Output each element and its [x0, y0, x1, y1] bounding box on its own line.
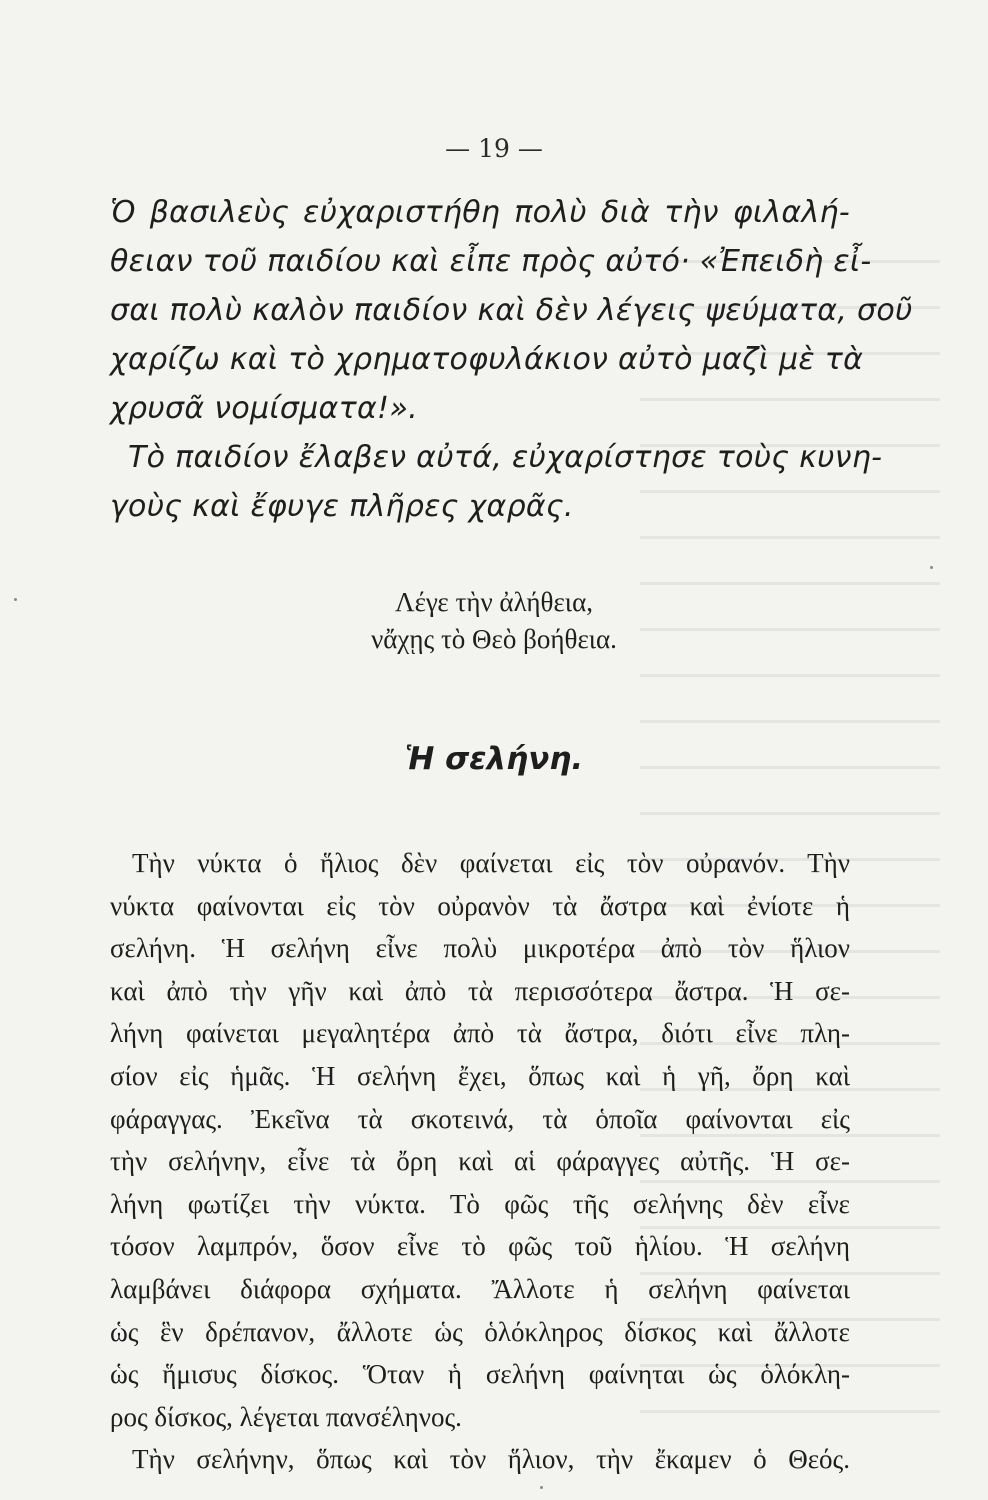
text-line: ὡς ἓν δρέπανον, ἄλλοτε ὡς ὁλόκληρος δίσκος καὶ ἄλλοτε	[110, 1316, 850, 1347]
text-line: σαι πολὺ καλὸν παιδίον καὶ δὲν λέγεις ψεύματα, σοῦ	[110, 293, 913, 328]
text-line: σελήνη. Ἡ σελήνη εἶνε πολὺ μικροτέρα ἀπὸ τὸν ἥλιον	[110, 933, 850, 964]
text-line: γοὺς καὶ ἔφυγε πλῆρες χαρᾶς.	[110, 489, 574, 524]
text-line: ρος δίσκος, λέγεται πανσέληνος.	[110, 1401, 462, 1432]
text-line: φάραγγας. Ἐκεῖνα τὰ σκοτεινά, τὰ ὁποῖα φαίνονται εἰς	[110, 1103, 850, 1134]
text-line: λήνη φωτίζει τὴν νύκτα. Τὸ φῶς τῆς σελήνης δὲν εἶνε	[110, 1188, 850, 1219]
section-heading: Ἡ σελήνη.	[404, 741, 584, 777]
text-line: τὴν σελήνην, εἶνε τὰ ὄρη καὶ αἱ φάραγγες αὐτῆς. Ἡ σε-	[110, 1146, 850, 1177]
text-line: σίον εἰς ἡμᾶς. Ἡ σελήνη ἔχει, ὅπως καὶ ἡ γῆ, ὄρη καὶ	[110, 1060, 850, 1091]
paper-speck	[930, 566, 933, 569]
verse-line: Λέγε τὴν ἀλήθεια,	[395, 587, 593, 617]
text-line: καὶ ἀπὸ τὴν γῆν καὶ ἀπὸ τὰ περισσότερα ἄστρα. Ἡ σε-	[110, 975, 850, 1006]
text-line: Ὁ βασιλεὺς εὐχαριστήθη πολὺ διὰ τὴν φιλαλή-	[110, 195, 850, 230]
text-line: Τὸ παιδίον ἔλαβεν αὐτά, εὐχαρίστησε τοὺς κυνη-	[128, 440, 883, 475]
text-line: λαμβάνει διάφορα σχήματα. Ἄλλοτε ἡ σελήνη φαίνεται	[110, 1273, 850, 1304]
story-ending-paragraph	[110, 188, 913, 531]
text-line: χρυσᾶ νομίσματα!».	[110, 391, 419, 426]
text-line: νύκτα φαίνονται εἰς τὸν οὐρανὸν τὰ ἄστρα καὶ ἐνίοτε ἡ	[110, 890, 850, 921]
text-line: τόσον λαμπρόν, ὅσον εἶνε τὸ φῶς τοῦ ἡλίου. Ἡ σελήνη	[110, 1231, 850, 1262]
paper-speck	[14, 598, 17, 601]
page-number: — 19 —	[445, 134, 543, 163]
text-line: Τὴν νύκτα ὁ ἥλιος δὲν φαίνεται εἰς τὸν οὐρανόν. Τὴν	[132, 848, 850, 878]
verse-line: νἄχῃς τὸ Θεὸ βοήθεια.	[371, 624, 617, 654]
text-line: θειαν τοῦ παιδίου καὶ εἶπε πρὸς αὐτό· «Ἐπειδὴ εἶ-	[110, 244, 872, 279]
text-line: Τὴν σελήνην, ὅπως καὶ τὸν ἥλιον, τὴν ἔκαμεν ὁ Θεός.	[132, 1444, 850, 1475]
text-line: χαρίζω καὶ τὸ χρηματοφυλάκιον αὐτὸ μαζὶ μὲ τὰ	[110, 342, 864, 377]
text-line: λήνη φαίνεται μεγαλητέρα ἀπὸ τὰ ἄστρα, διότι εἶνε πλη-	[110, 1018, 850, 1049]
paper-speck	[540, 1486, 543, 1489]
moral-verse	[0, 584, 988, 658]
moon-paragraph	[110, 842, 850, 1481]
text-line: ὡς ἥμισυς δίσκος. Ὅταν ἡ σελήνη φαίνηται ὡς ὁλόκλη-	[110, 1359, 850, 1390]
